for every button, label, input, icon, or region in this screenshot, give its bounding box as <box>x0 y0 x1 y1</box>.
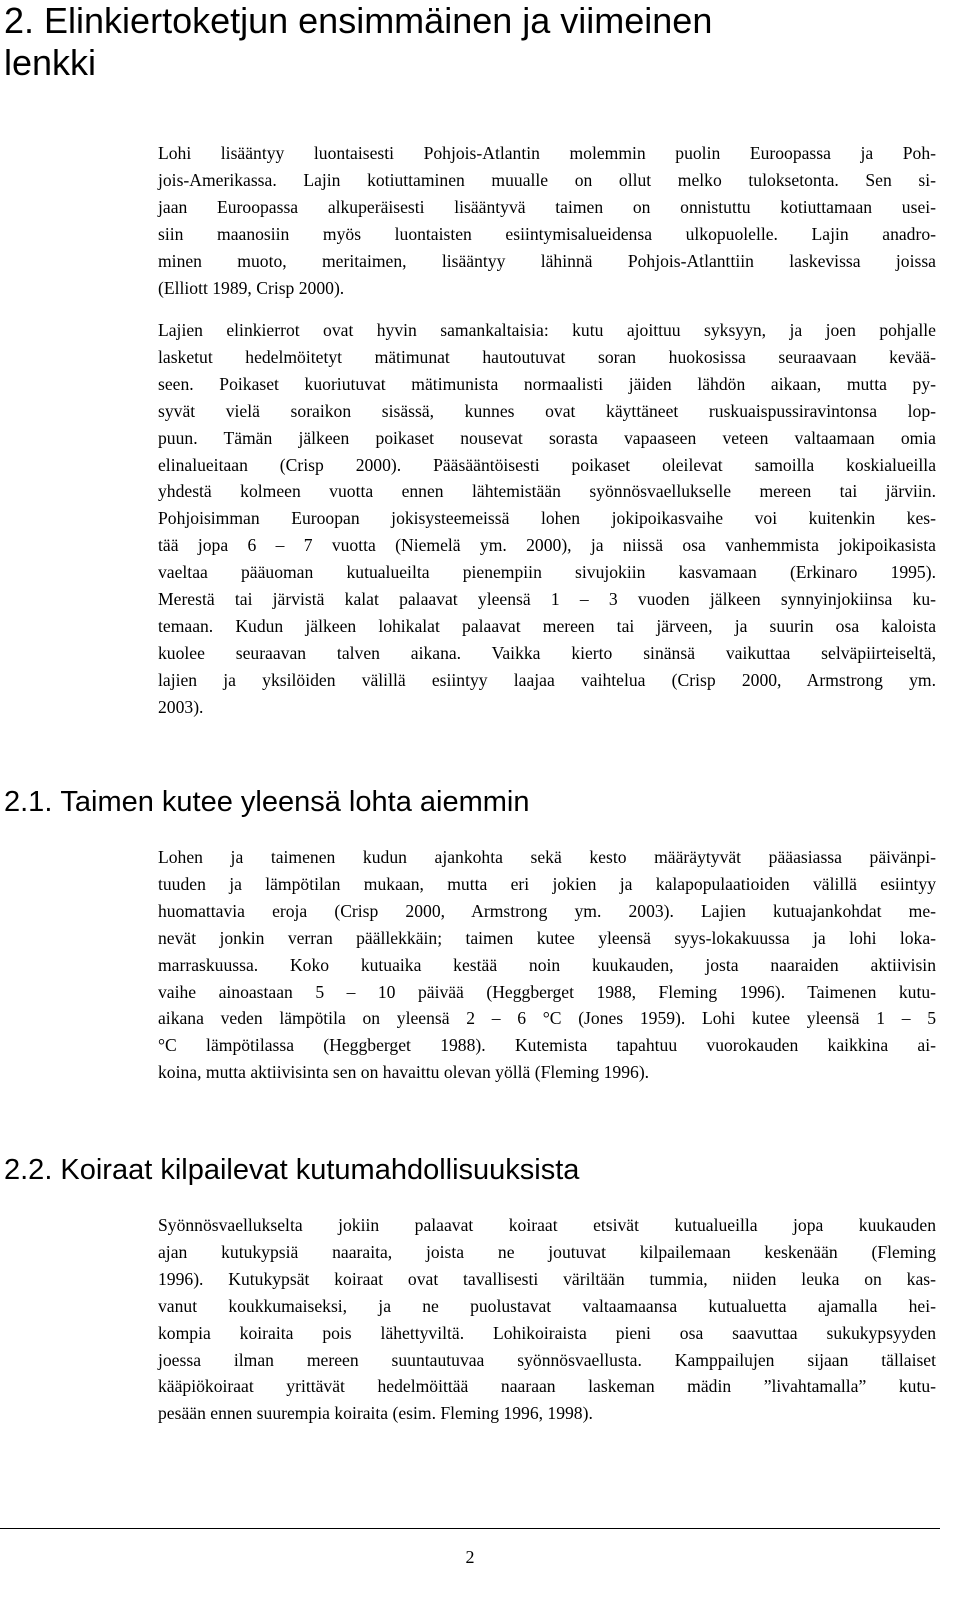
text-line: huomattavia eroja (Crisp 2000, Armstrong ym. 2003). Lajien kutuajankohdat me- <box>158 900 936 921</box>
text-line: ajan kutukypsiä naaraita, joista ne joutuvat kilpailemaan keskenään (Fleming <box>158 1241 936 1262</box>
text-line: (Elliott 1989, Crisp 2000). <box>158 277 345 298</box>
text-line: kääpiökoiraat yrittävät hedelmöittää naaraan laskeman mädin ”livahtamalla” kutu- <box>158 1376 936 1397</box>
text-line: jois-Amerikassa. Lajin kotiuttaminen muualle on ollut melko tuloksetonta. Sen si- <box>158 169 936 190</box>
text-line: marraskuussa. Koko kutuaika kestää noin kuukauden, josta naaraiden aktiivisin <box>158 954 936 975</box>
section-number: 2.1. <box>4 786 53 818</box>
text-line: Lohi lisääntyy luontaisesti Pohjois-Atlantin molemmin puolin Euroopassa ja Poh- <box>158 143 936 163</box>
section-number: 2.2. <box>4 1154 53 1186</box>
text-line: pesään ennen suurempia koiraita (esim. Fleming 1996, 1998). <box>158 1403 593 1424</box>
text-line: vaihe ainoastaan 5 – 10 päivää (Heggberget 1988, Fleming 1996). Taimenen kutu- <box>158 981 936 1002</box>
text-line: lasketut hedelmöitetyt mätimunat hautoutuvat soran huokosissa seuraavaan kevää- <box>158 346 936 367</box>
text-line: minen muoto, meritaimen, lisääntyy lähinnä Pohjois-Atlanttiin laskevissa joissa <box>158 250 936 271</box>
section-title: Taimen kutee yleensä lohta aiemmin <box>60 786 530 818</box>
text-line: siin maanosiin myös luontaisten esiintymisalueidensa ulkopuolelle. Lajin anadro- <box>158 223 936 244</box>
text-line: kuolee seuraavan talven aikana. Vaikka kierto sinänsä vaikuttaa selväpiirteiseltä, <box>158 642 936 663</box>
paragraph <box>158 844 936 1086</box>
text-line: syvät vielä soraikon sisässä, kunnes ovat käyttäneet ruskuaispussiravintonsa lop- <box>158 400 936 421</box>
text-line: joessa ilman mereen suuntautuvaa syönnösvaellusta. Kamppailujen sijaan tällaiset <box>158 1349 936 1370</box>
text-line: 2003). <box>158 696 204 717</box>
section-heading <box>4 785 529 819</box>
paragraph <box>158 1212 936 1427</box>
text-line: tää jopa 6 – 7 vuotta (Niemelä ym. 2000), ja niissä osa vanhemmista jokipoikasista <box>158 535 936 556</box>
text-line: tuuden ja lämpötilan mukaan, mutta eri jokien ja kalapopulaatioiden välillä esiintyy <box>158 873 936 894</box>
paragraph <box>158 317 936 721</box>
text-line: Lohen ja taimenen kudun ajankohta sekä kesto määräytyvät pääasiassa päivänpi- <box>158 847 936 867</box>
text-line: °C lämpötilassa (Heggberget 1988). Kutemista tapahtuu vuorokauden kaikkina ai- <box>158 1035 936 1056</box>
chapter-heading <box>4 0 904 84</box>
text-line: vaeltaa pääuoman kutualueilta pienempiin sivujokiin kasvamaan (Erkinaro 1995). <box>158 562 936 583</box>
text-line: Syönnösvaellukselta jokiin palaavat koiraat etsivät kutualueilla jopa kuukauden <box>158 1215 936 1235</box>
text-line: nevät jonkin verran päällekkäin; taimen kutee yleensä syys-lokakuussa ja lohi loka- <box>158 927 936 948</box>
page-number: 2 <box>465 1547 475 1567</box>
text-line: temaan. Kudun jälkeen lohikalat palaavat mereen tai järveen, ja suurin osa kaloista <box>158 615 936 636</box>
text-line: seen. Poikaset kuoriutuvat mätimunista normaalisti jäiden lähdön aikaan, mutta py- <box>158 373 936 394</box>
text-line: puun. Tämän jälkeen poikaset nousevat sorasta vapaaseen veteen valtaamaan omia <box>158 427 936 448</box>
footer-rule <box>0 1528 940 1529</box>
chapter-heading-line-1: 2. Elinkiertoketjun ensimmäinen ja viimeinen <box>4 0 713 41</box>
text-line: lajien ja yksilöiden välillä esiintyy laajaa vaihtelua (Crisp 2000, Armstrong ym. <box>158 669 936 690</box>
text-line: 1996). Kutukypsät koiraat ovat tavallisesti väriltään tummia, niiden leuka on kas- <box>158 1268 936 1289</box>
text-line: elinalueitaan (Crisp 2000). Pääsääntöisesti poikaset oleilevat samoilla koskialueilla <box>158 454 936 475</box>
chapter-heading-line-2: lenkki <box>4 42 97 83</box>
section-heading <box>4 1153 579 1187</box>
text-line: kompia koiraita pois lähettyviltä. Lohikoiraista pieni osa saavuttaa sukukypsyyden <box>158 1322 936 1343</box>
text-line: Pohjoisimman Euroopan jokisysteemeissä lohen jokipoikasvaihe voi kuitenkin kes- <box>158 508 936 529</box>
text-line: yhdestä kolmeen vuotta ennen lähtemistään syönnösvaellukselle mereen tai järviin. <box>158 481 936 502</box>
text-line: jaan Euroopassa alkuperäisesti lisääntyvä taimen on onnistuttu kotiuttamaan usei- <box>158 196 936 217</box>
text-line: Merestä tai järvistä kalat palaavat yleensä 1 – 3 vuoden jälkeen synnyinjokiinsa ku- <box>158 589 936 610</box>
text-line: vanut koukkumaiseksi, ja ne puolustavat valtaamaansa kutualuetta ajamalla hei- <box>158 1295 936 1316</box>
section-title: Koiraat kilpailevat kutumahdollisuuksista <box>60 1154 580 1186</box>
text-line: aikana veden lämpötila on yleensä 2 – 6 °C (Jones 1959). Lohi kutee yleensä 1 – 5 <box>158 1008 936 1029</box>
text-line: Lajien elinkierrot ovat hyvin samankaltaisia: kutu ajoittuu syksyyn, ja joen pohjalle <box>158 320 936 340</box>
paragraph <box>158 140 936 301</box>
text-line: koina, mutta aktiivisinta sen on havaittu olevan yöllä (Fleming 1996). <box>158 1062 650 1083</box>
